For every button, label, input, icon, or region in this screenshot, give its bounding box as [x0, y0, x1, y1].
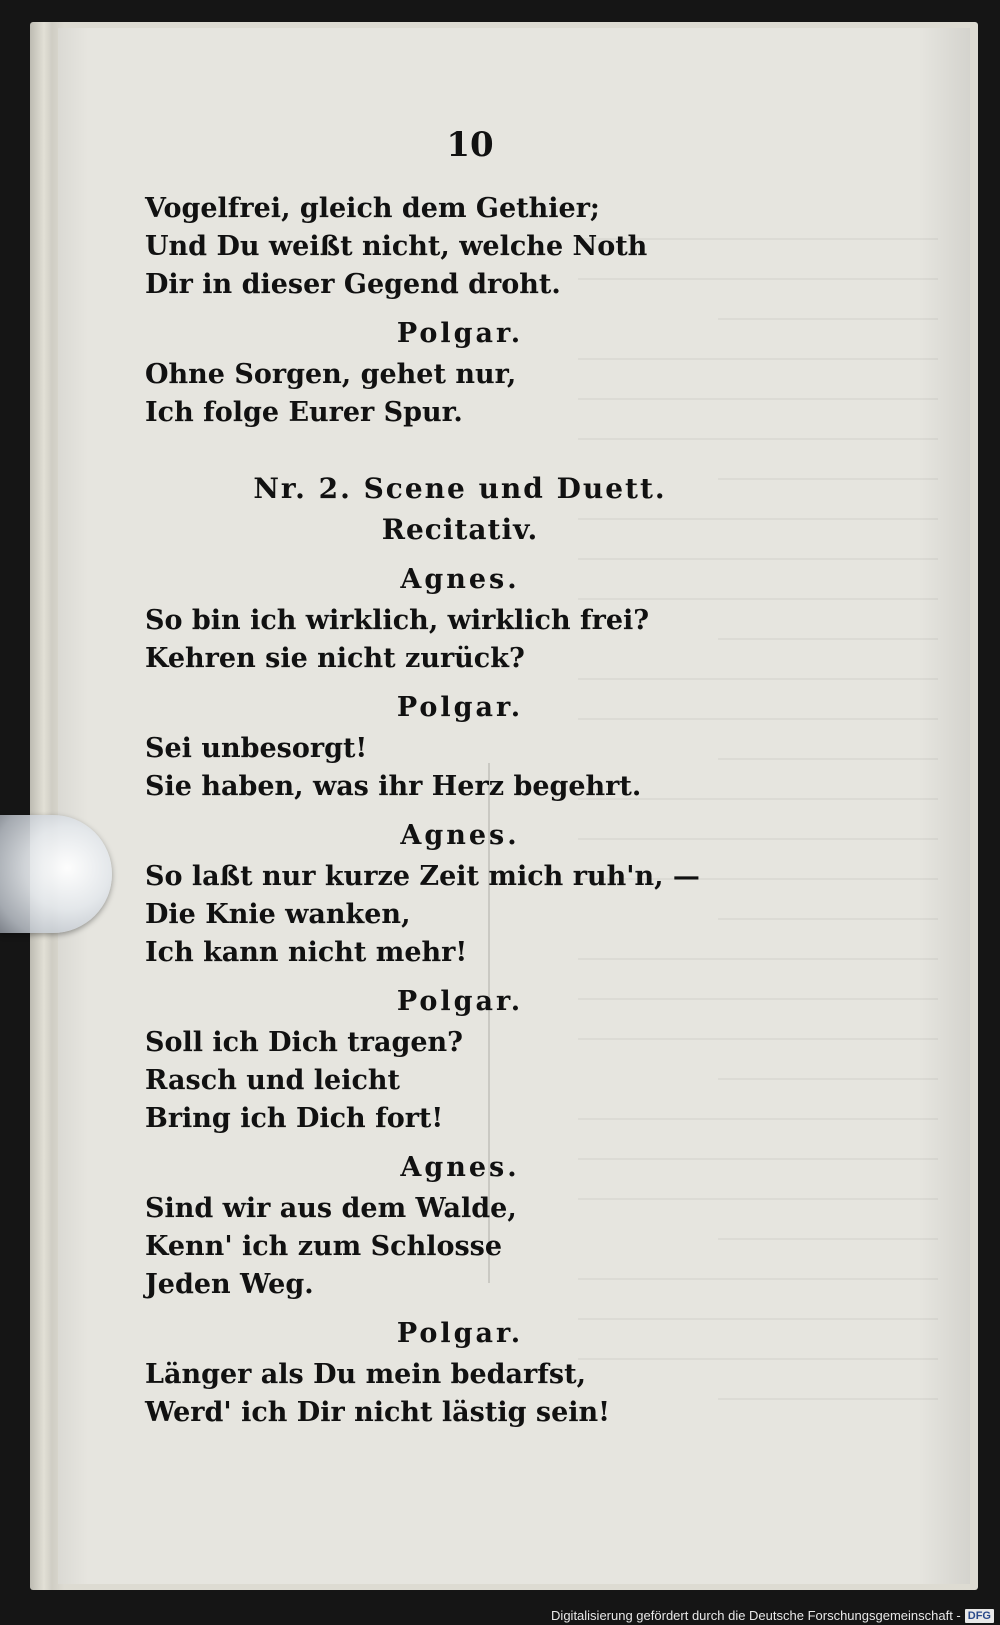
dfg-logo: DFG [965, 1609, 994, 1623]
section-heading: Nr. 2. Scene und Duett. [253, 472, 667, 505]
libretto-text [145, 190, 705, 1432]
text-line: Soll ich Dich tragen? [145, 1027, 463, 1058]
text-line: Werd' ich Dir nicht lästig sein! [145, 1397, 610, 1428]
text-line: Länger als Du mein bedarfst, [145, 1359, 586, 1390]
speaker-name: Polgar. [396, 986, 524, 1017]
section-subheading: Recitativ. [381, 513, 539, 546]
text-line: So bin ich wirklich, wirklich frei? [145, 605, 650, 636]
text-line: Sei unbesorgt! [145, 733, 368, 764]
speaker-name: Agnes. [400, 1152, 520, 1183]
speaker-name: Agnes. [400, 820, 520, 851]
text-line: Sie haben, was ihr Herz begehrt. [145, 771, 642, 802]
text-line: Sind wir aus dem Walde, [145, 1193, 517, 1224]
speaker-name: Polgar. [396, 318, 524, 349]
text-line: Jeden Weg. [145, 1269, 314, 1300]
speaker-name: Polgar. [396, 692, 524, 723]
digitization-footer [551, 1608, 994, 1623]
text-line: Bring ich Dich fort! [145, 1103, 444, 1134]
text-line: Vogelfrei, gleich dem Gethier; [145, 193, 600, 224]
speaker-name: Agnes. [400, 564, 520, 595]
footer-text: Digitalisierung gefördert durch die Deutsche Forschungsgemeinschaft - [551, 1608, 961, 1623]
text-line: Kehren sie nicht zurück? [145, 643, 525, 674]
text-line: Rasch und leicht [145, 1065, 400, 1096]
text-line: Die Knie wanken, [145, 899, 411, 930]
speaker-name: Polgar. [396, 1318, 524, 1349]
text-line: Ich kann nicht mehr! [145, 937, 468, 968]
text-line: So laßt nur kurze Zeit mich ruh'n, — [145, 861, 700, 892]
page-number: 10 [446, 125, 494, 165]
text-line: Dir in dieser Gegend droht. [145, 269, 561, 300]
text-line: Kenn' ich zum Schlosse [145, 1231, 503, 1262]
text-line: Und Du weißt nicht, welche Noth [145, 231, 648, 262]
text-line: Ohne Sorgen, gehet nur, [145, 359, 517, 390]
text-line: Ich folge Eurer Spur. [145, 397, 463, 428]
